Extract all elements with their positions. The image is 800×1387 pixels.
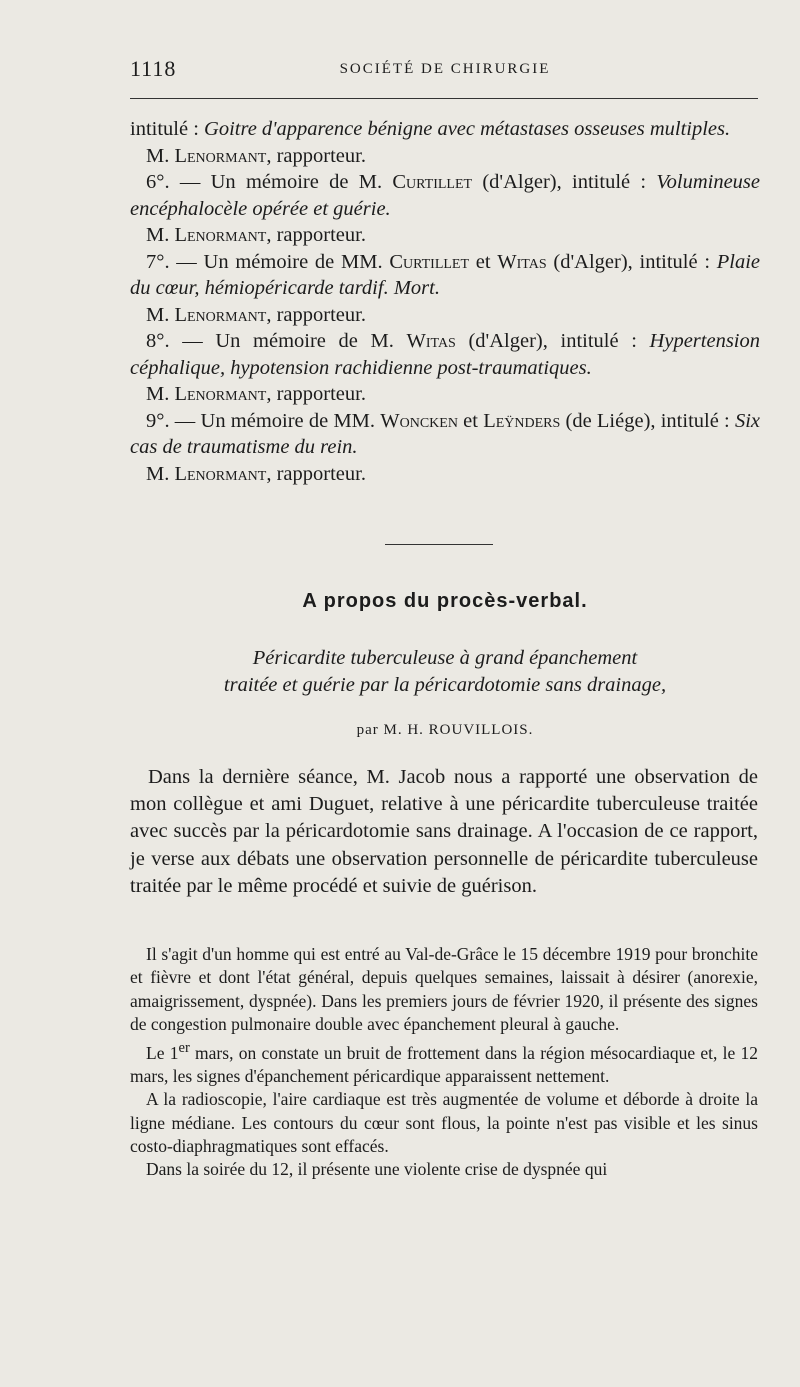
observation-text [130,943,758,1182]
intro-paragraph: Dans la dernière séance, M. Jacob nous a rapporté une observation de mon collègue et ami Duguet, relative à une péricardite tuberculeuse traitée avec succès par la péricardotomie sans drainage. A l'occasion de ce rapport, je verse aux débats une observation personnelle de péricardite tuberculeuse traitée par le même procédé et suivie de guérison. [130,766,758,897]
author-name: Woncken [380,409,458,432]
article-subtitle [130,645,760,699]
memoir-title: Six cas de traumatisme du rein. [130,409,760,458]
author-name: Curtillet [389,250,470,273]
rapporteur-line: M. Lenormant, rapporteur. [146,303,366,326]
observation-paragraph: Dans la soirée du 12, il présente une violente crise de dyspnée qui [146,1159,608,1180]
memoir-title: Plaie du cœur, hémiopéricarde tardif. Mort. [130,250,761,299]
page-header [130,56,760,86]
page-number: 1118 [130,56,177,81]
memoir-title: Goitre d'apparence bénigne avec métastases osseuses multiples. [204,118,731,140]
section-divider [385,544,493,545]
observation-paragraph: Le 1er mars, on constate un bruit de frottement dans la région mésocardiaque et, le 12 mars, les signes d'épanchement péricardique apparaissent nettement. [130,1039,758,1086]
author-name: Witas [497,250,547,273]
observation-paragraph: Il s'agit d'un homme qui est entré au Val-de-Grâce le 15 décembre 1919 pour bronchite et fièvre et dont l'état général, depuis quelques semaines, laissait à désirer (anorexie, amaigrissement, dyspnée). Dans les premiers jours de février 1920, il présente des signes de congestion pulmonaire double avec épanchement pleural à gauche. [130,944,758,1035]
header-rule [130,98,758,99]
rapporteur-line: M. Lenormant, rapporteur. [146,383,366,405]
entry-7: 7°. — Un mémoire de MM. Curtillet et Witas (d'Alger), intitulé : Plaie du cœur, hémiopéricarde tardif. Mort. [130,250,761,299]
author-name: Curtillet [392,171,473,193]
memoir-title: Hypertension céphalique, hypotension rachidienne post-traumatiques. [130,330,760,379]
superscript: er [178,1039,190,1056]
article-intro [130,764,758,900]
author-name: Witas [406,330,456,352]
rapporteur-name: Lenormant [174,224,267,246]
entry-9: 9°. — Un mémoire de MM. Woncken et Leÿnders (de Liége), intitulé : Six cas de traumatisme du rein. [130,409,760,458]
observation-paragraph: A la radioscopie, l'aire cardiaque est très augmentée de volume et déborde à droite la ligne médiane. Les contours du cœur sont flous, la pointe n'est pas visible et les sinus costo-diaphragmatiques sont effacés. [130,1089,758,1157]
article-byline: par M. H. ROUVILLOIS. [356,722,534,738]
rapporteur-line: M. Lenormant, rapporteur. [146,224,366,246]
memoir-list [130,116,760,487]
rapporteur-name: Lenormant [174,144,267,167]
rapporteur-line: M. Lenormant, rapporteur. [146,144,366,167]
rapporteur-name: Lenormant [174,383,267,405]
running-head: SOCIÉTÉ DE CHIRURGIE [339,61,551,77]
rapporteur-name: Lenormant [174,462,267,485]
entry-6: 6°. — Un mémoire de M. Curtillet (d'Alger), intitulé : Volumineuse encéphalocèle opérée et guérie. [130,171,760,220]
subtitle-line: Péricardite tuberculeuse à grand épanchement [252,647,638,669]
rapporteur-name: Lenormant [174,303,267,326]
article-title: A propos du procès-verbal. [302,590,588,612]
rapporteur-line: M. Lenormant, rapporteur. [146,462,366,485]
memoir-title: Volumineuse encéphalocèle opérée et guérie. [130,171,760,220]
author-name: Leÿnders [483,409,561,432]
entry-5-continuation: intitulé : Goitre d'apparence bénigne avec métastases osseuses multiples. [130,118,731,140]
subtitle-line: traitée et guérie par la péricardotomie sans drainage, [223,674,667,696]
entry-8: 8°. — Un mémoire de M. Witas (d'Alger), intitulé : Hypertension céphalique, hypotension rachidienne post-traumatiques. [130,330,760,379]
